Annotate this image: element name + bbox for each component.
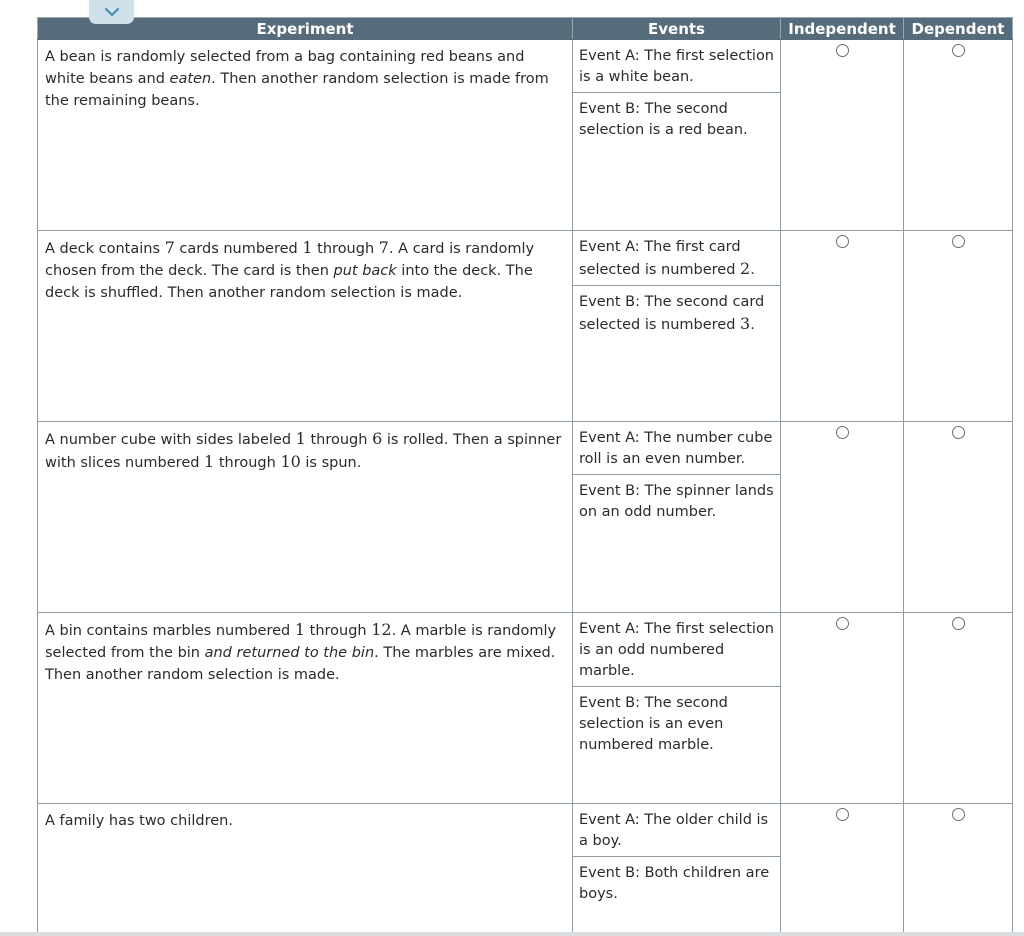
math-number: 10 bbox=[280, 452, 301, 471]
text-segment: Event A: The older child is a boy. bbox=[579, 812, 769, 849]
dependent-radio-button[interactable] bbox=[952, 426, 965, 439]
text-segment: . bbox=[750, 262, 755, 278]
text-segment: through bbox=[305, 432, 373, 448]
table-row bbox=[38, 422, 1013, 613]
text-segment: Event A: The number cube roll is an even number. bbox=[579, 430, 773, 467]
independent-radio-button[interactable] bbox=[836, 44, 849, 57]
independent-choice-cell bbox=[781, 40, 904, 231]
table-row bbox=[38, 613, 1013, 804]
text-segment: Event A: The first card selected is numbered bbox=[579, 239, 741, 278]
text-segment: A family has two children. bbox=[45, 813, 233, 829]
experiment-cell bbox=[38, 613, 573, 804]
text-segment: . bbox=[750, 317, 755, 333]
text-segment: . A card is randomly chosen from the deck. The card is then bbox=[45, 241, 535, 279]
experiments-table bbox=[37, 17, 1013, 936]
text-segment: Event B: The second selection is a red bean. bbox=[579, 101, 748, 138]
text-segment: Event A: The first selection is an odd numbered marble. bbox=[579, 621, 774, 679]
event-b-text bbox=[573, 857, 780, 909]
experiment-cell bbox=[38, 804, 573, 936]
text-segment: A bin contains marbles numbered bbox=[45, 623, 295, 639]
math-number: 12 bbox=[371, 620, 392, 639]
emphasis-text: eaten bbox=[169, 71, 212, 87]
independent-choice-cell bbox=[781, 613, 904, 804]
dependent-choice-cell bbox=[904, 231, 1013, 422]
experiment-cell bbox=[38, 40, 573, 231]
math-number: 7 bbox=[378, 238, 389, 257]
text-segment: cards numbered bbox=[174, 241, 303, 257]
table-row bbox=[38, 804, 1013, 936]
math-number: 7 bbox=[164, 238, 175, 257]
text-segment: . A marble is randomly selected from the bin bbox=[45, 623, 557, 661]
text-segment: Event B: The second card selected is numbered bbox=[579, 294, 765, 333]
events-cell bbox=[573, 804, 781, 936]
text-segment: Event B: The second selection is an even numbered marble. bbox=[579, 695, 728, 753]
dependent-radio-button[interactable] bbox=[952, 235, 965, 248]
header-experiment: Experiment bbox=[38, 18, 573, 40]
math-number: 6 bbox=[372, 429, 383, 448]
event-b-text bbox=[573, 286, 780, 340]
header-row bbox=[38, 18, 1013, 40]
table-row bbox=[38, 231, 1013, 422]
dependent-choice-cell bbox=[904, 422, 1013, 613]
event-a-text bbox=[573, 613, 780, 687]
event-a-text bbox=[573, 231, 780, 286]
table-body bbox=[38, 40, 1013, 936]
math-number: 1 bbox=[294, 620, 306, 639]
text-segment: Event A: The first selection is a white bean. bbox=[579, 48, 774, 85]
events-cell bbox=[573, 231, 781, 422]
emphasis-text: put back bbox=[333, 263, 397, 279]
math-number: 1 bbox=[295, 429, 306, 448]
text-segment: A bean is randomly selected from a bag containing red beans and white beans and bbox=[45, 49, 525, 87]
experiment-cell bbox=[38, 422, 573, 613]
math-number: 1 bbox=[302, 238, 313, 257]
text-segment: is spun. bbox=[300, 455, 362, 471]
emphasis-text: and returned to the bin bbox=[204, 645, 375, 661]
events-cell bbox=[573, 613, 781, 804]
math-number: 2 bbox=[740, 259, 751, 278]
text-segment: A number cube with sides labeled bbox=[45, 432, 296, 448]
dependent-choice-cell bbox=[904, 40, 1013, 231]
header-independent: Independent bbox=[781, 18, 904, 40]
dependent-radio-button[interactable] bbox=[952, 808, 965, 821]
dependent-choice-cell bbox=[904, 613, 1013, 804]
experiment-cell bbox=[38, 231, 573, 422]
event-a-text bbox=[573, 804, 780, 857]
header-events: Events bbox=[573, 18, 781, 40]
event-a-text bbox=[573, 40, 780, 93]
independent-radio-button[interactable] bbox=[836, 235, 849, 248]
text-segment: . Then another random selection is made from the remaining beans. bbox=[45, 71, 549, 109]
text-segment: through bbox=[305, 623, 372, 639]
independent-choice-cell bbox=[781, 804, 904, 936]
events-cell bbox=[573, 422, 781, 613]
independent-radio-button[interactable] bbox=[836, 426, 849, 439]
text-segment: Event B: Both children are boys. bbox=[579, 865, 770, 902]
table-row bbox=[38, 40, 1013, 231]
dependent-radio-button[interactable] bbox=[952, 617, 965, 630]
math-number: 1 bbox=[204, 452, 215, 471]
text-segment: into the deck. The deck is shuffled. Then another random selection is made. bbox=[45, 263, 533, 301]
independent-choice-cell bbox=[781, 422, 904, 613]
independent-radio-button[interactable] bbox=[836, 617, 849, 630]
text-segment: A deck contains bbox=[45, 241, 165, 257]
dependent-radio-button[interactable] bbox=[952, 44, 965, 57]
header-dependent: Dependent bbox=[904, 18, 1013, 40]
text-segment: through bbox=[214, 455, 281, 471]
event-b-text bbox=[573, 475, 780, 527]
math-number: 3 bbox=[740, 314, 751, 333]
event-a-text bbox=[573, 422, 780, 475]
chevron-down-icon bbox=[104, 7, 120, 17]
text-segment: through bbox=[312, 241, 379, 257]
independent-radio-button[interactable] bbox=[836, 808, 849, 821]
dependent-choice-cell bbox=[904, 804, 1013, 936]
independent-choice-cell bbox=[781, 231, 904, 422]
bottom-divider bbox=[0, 932, 1024, 936]
text-segment: Event B: The spinner lands on an odd number. bbox=[579, 483, 774, 520]
event-b-text bbox=[573, 93, 780, 145]
text-segment: . The marbles are mixed. Then another random selection is made. bbox=[45, 645, 556, 683]
event-b-text bbox=[573, 687, 780, 760]
events-cell bbox=[573, 40, 781, 231]
collapse-toggle-button[interactable] bbox=[89, 0, 134, 24]
text-segment: is rolled. Then a spinner with slices numbered bbox=[45, 432, 562, 471]
